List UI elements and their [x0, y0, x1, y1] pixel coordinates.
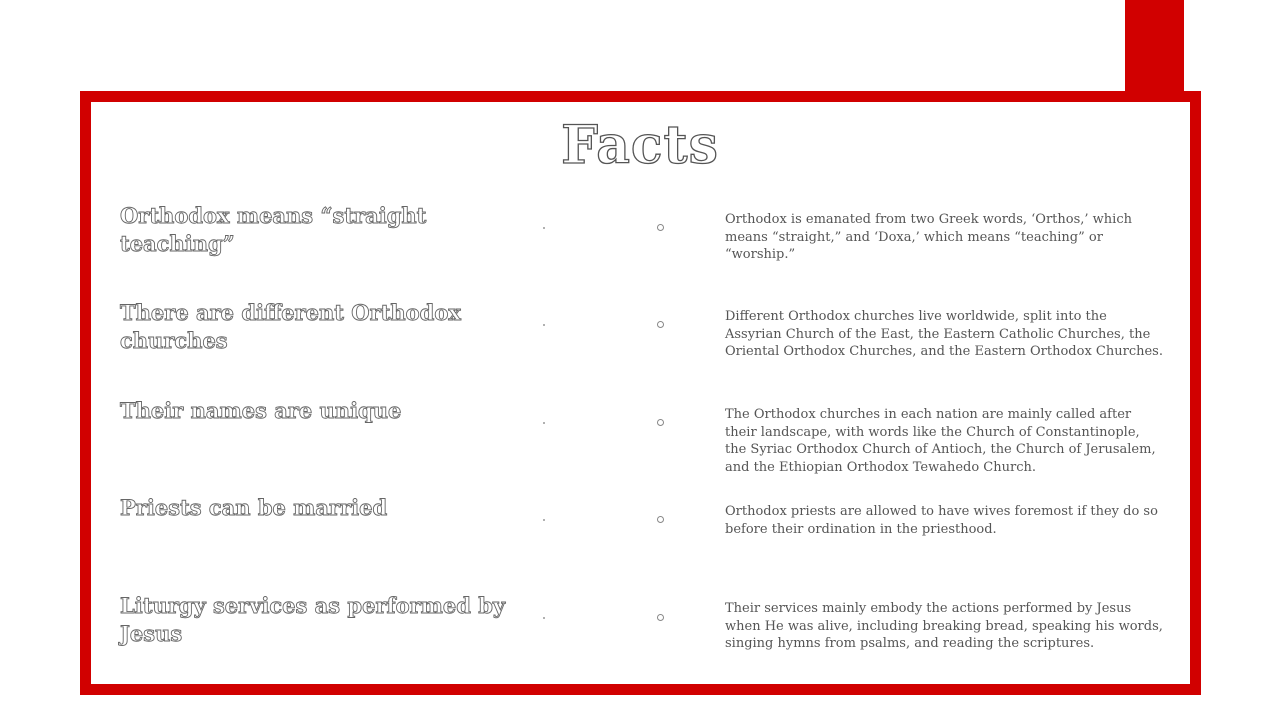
bullet-dot-small — [543, 227, 545, 229]
bullet-dot-small — [543, 617, 545, 619]
slide-title: Facts — [561, 115, 719, 176]
bullet-ring-icon — [657, 614, 664, 621]
fact-description: Orthodox priests are allowed to have wives foremost if they do so before their ordination in the priesthood. — [725, 504, 1158, 537]
fact-heading: Liturgy services as performed by Jesus — [120, 593, 506, 646]
fact-heading: Their names are unique — [120, 398, 402, 423]
bullet-dot-small — [543, 422, 545, 424]
fact-description: The Orthodox churches in each nation are mainly called after their landscape, with words like the Church of Constantinople, the Syriac Orthodox Church of Antioch, the Church of Jerusalem, and the Ethiopian Orthodox Tewahedo Church. — [725, 407, 1156, 475]
top-accent-tab — [1125, 0, 1184, 92]
fact-heading: There are different Orthodox churches — [120, 300, 461, 353]
fact-description: Their services mainly embody the actions performed by Jesus when He was alive, including breaking bread, speaking his words, singing hymns from psalms, and reading the scriptures. — [725, 601, 1163, 651]
fact-heading: Priests can be married — [120, 495, 388, 520]
bullet-dot-small — [543, 519, 545, 521]
bullet-ring-icon — [657, 419, 664, 426]
bullet-ring-icon — [657, 224, 664, 231]
bullet-dot-small — [543, 324, 545, 326]
fact-description: Different Orthodox churches live worldwide, split into the Assyrian Church of the East, the Eastern Catholic Churches, the Oriental Orthodox Churches, and the Eastern Orthodox Churches. — [725, 309, 1163, 359]
fact-description: Orthodox is emanated from two Greek words, ‘Orthos,’ which means “straight,” and ‘Doxa,’ which means “teaching” or “worship.” — [725, 212, 1132, 262]
fact-heading: Orthodox means “straight teaching” — [120, 203, 427, 256]
bullet-ring-icon — [657, 321, 664, 328]
bullet-ring-icon — [657, 516, 664, 523]
